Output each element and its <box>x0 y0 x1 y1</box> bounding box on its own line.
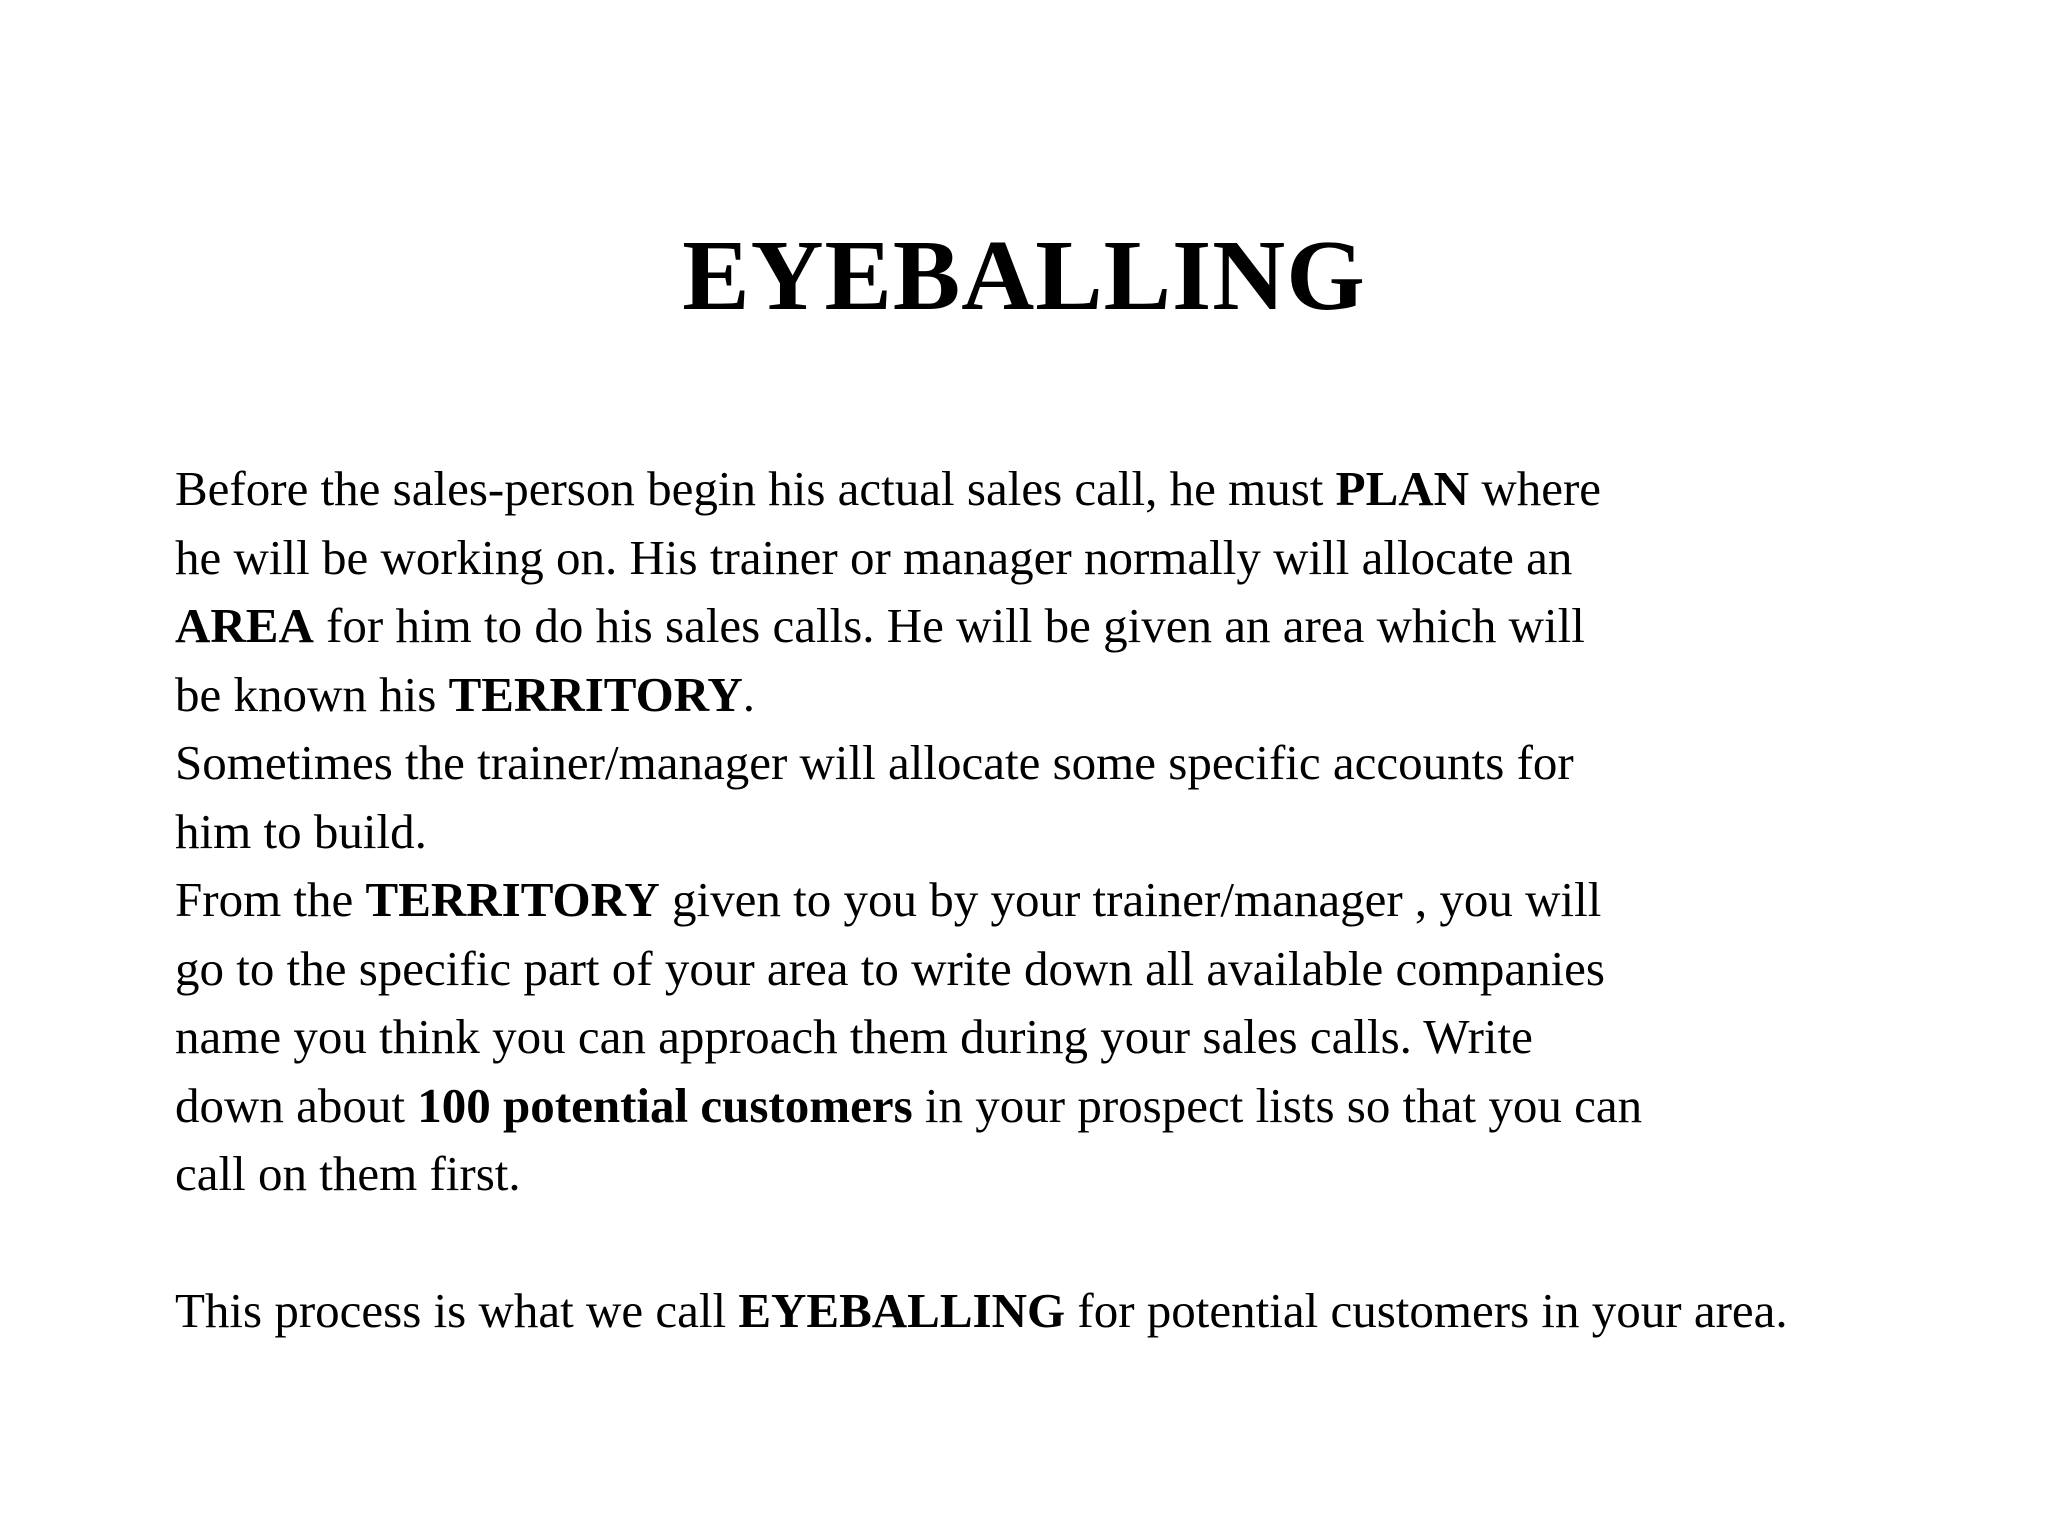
emphasis-plan: PLAN <box>1335 461 1470 516</box>
emphasis-potential-customers: 100 potential customers <box>417 1077 913 1133</box>
text-segment: From the <box>175 872 366 927</box>
text-line <box>175 1072 2015 1141</box>
text-segment: in your prospect lists so that you can <box>912 1077 1643 1133</box>
emphasis-eyeballing: EYEBALLING <box>738 1283 1066 1338</box>
text-segment: This process is what we call <box>175 1283 739 1338</box>
text-segment: Sometimes the trainer/manager will allocate some specific accounts for <box>175 735 1574 790</box>
text-line <box>175 1277 2015 1346</box>
text-line <box>175 524 2015 593</box>
blank-line <box>175 1209 2015 1278</box>
emphasis-territory: TERRITORY <box>365 872 660 927</box>
text-segment: for him to do his sales calls. He will be given an area which will <box>313 598 1585 653</box>
text-line <box>175 661 2015 730</box>
text-line <box>175 1003 2015 1072</box>
text-segment: he will be working on. His trainer or manager normally will allocate an <box>175 529 1573 585</box>
text-line <box>175 729 2015 798</box>
text-segment: be known his <box>175 666 449 722</box>
text-line <box>175 866 2015 935</box>
text-line <box>175 455 2015 524</box>
text-segment: where <box>1469 461 1602 516</box>
text-segment: name you think you can approach them during your sales calls. Write <box>175 1009 1533 1064</box>
text-segment: him to build. <box>175 803 427 859</box>
text-segment: for potential customers in your area. <box>1065 1283 1788 1338</box>
emphasis-area: AREA <box>175 598 314 653</box>
text-line <box>175 798 2015 867</box>
text-line <box>175 1140 2015 1209</box>
text-segment: go to the specific part of your area to write down all available companies <box>175 940 1605 996</box>
text-line <box>175 592 2015 661</box>
text-segment: given to you by your trainer/manager , you will <box>659 872 1602 927</box>
body-paragraph <box>175 455 2015 1346</box>
text-segment: down about <box>175 1077 418 1133</box>
text-segment: . <box>742 666 755 722</box>
page-title: EYEBALLING <box>682 219 1366 331</box>
text-segment: call on them first. <box>175 1146 521 1201</box>
text-segment: Before the sales-person begin his actual sales call, he must <box>175 461 1336 516</box>
text-line <box>175 935 2015 1004</box>
emphasis-territory: TERRITORY <box>448 666 743 722</box>
